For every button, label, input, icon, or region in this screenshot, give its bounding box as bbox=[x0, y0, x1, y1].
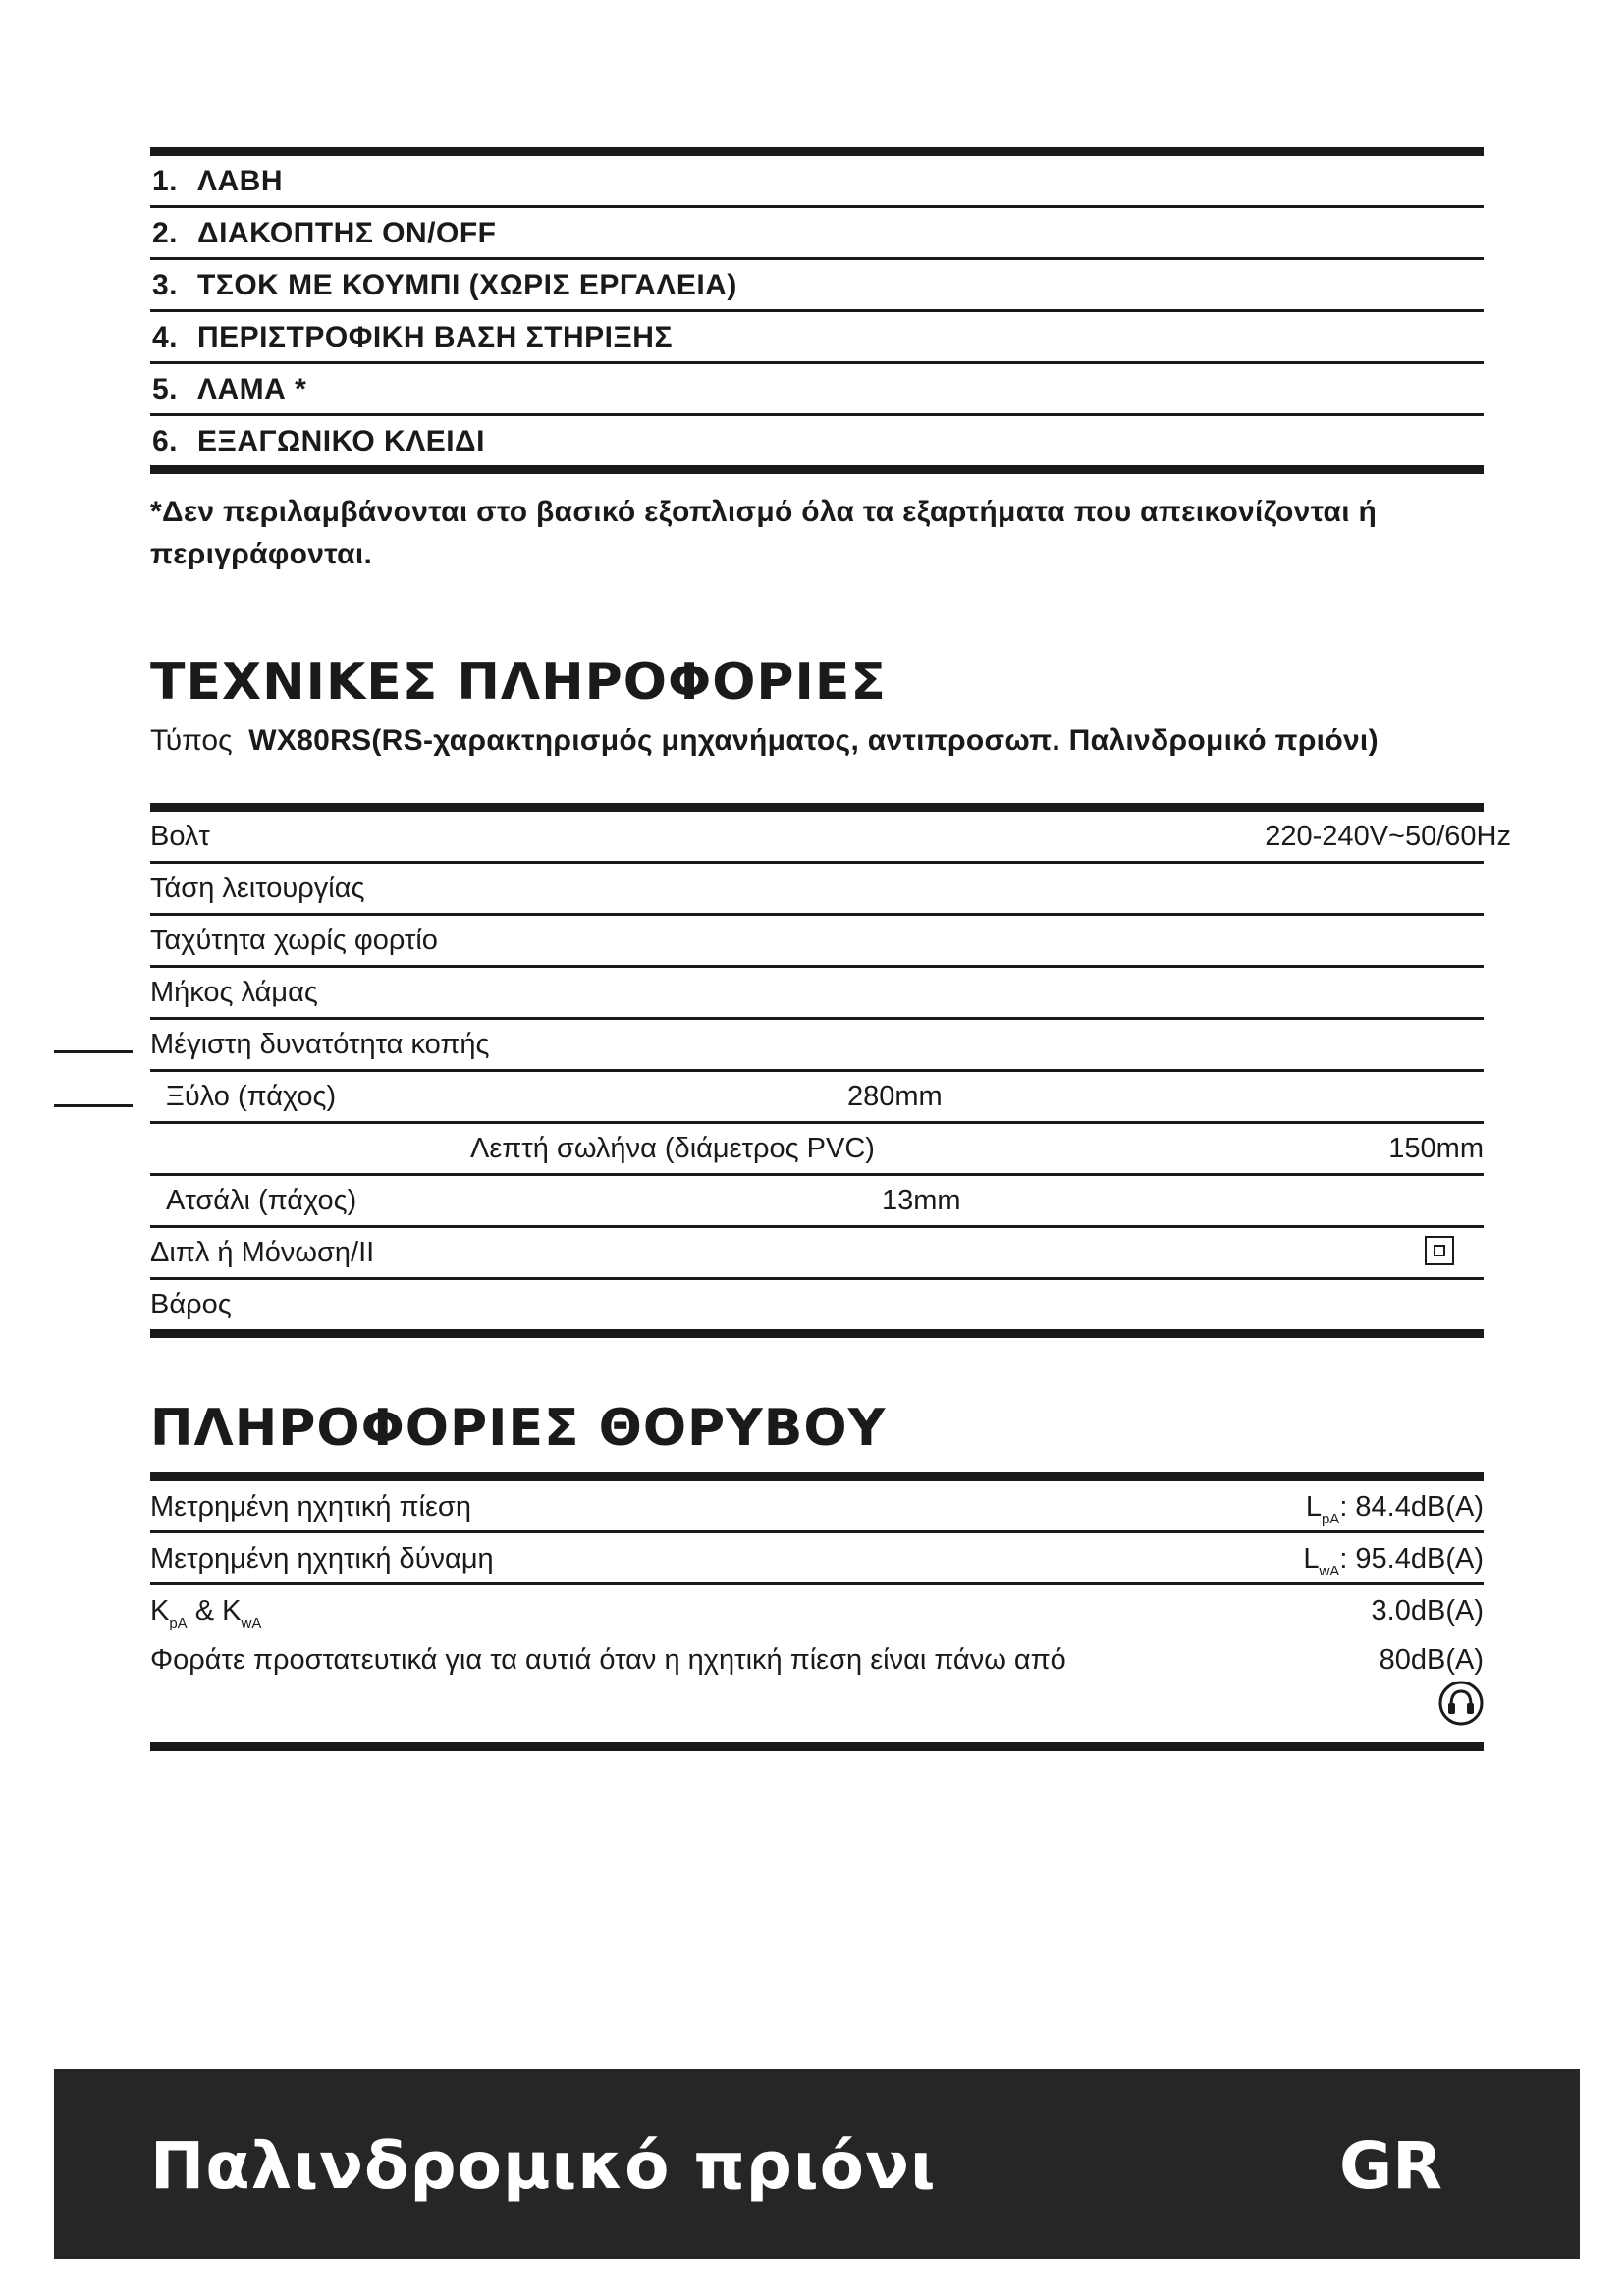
parts-top-rule bbox=[150, 147, 1484, 156]
noise-label: Μετρημένη ηχητική πίεση bbox=[150, 1491, 471, 1522]
noise-value: 80dB(A) bbox=[1379, 1644, 1484, 1676]
ear-protection-icon bbox=[1438, 1681, 1484, 1726]
noise-row-pressure bbox=[150, 1481, 1484, 1530]
spec-row-operating-voltage bbox=[150, 864, 1484, 913]
part-number: 4. bbox=[152, 321, 179, 353]
part-label: ΠΕΡΙΣΤΡΟΦΙΚΗ ΒΑΣΗ ΣΤΗΡΙΞΗΣ bbox=[197, 321, 673, 353]
part-number: 2. bbox=[152, 217, 179, 249]
spec-row-wood bbox=[150, 1072, 1484, 1121]
tech-section-title: ΤΕΧΝΙΚΕΣ ΠΛΗΡΟΦΟΡΙΕΣ bbox=[150, 653, 887, 712]
spec-table bbox=[150, 803, 1511, 1338]
part-number: 1. bbox=[152, 165, 179, 197]
spec-label: Λεπτή σωλήνα (διάμετρος PVC) bbox=[470, 1133, 875, 1164]
spec-label: Τάση λειτουργίας bbox=[150, 873, 365, 904]
spec-value: 280mm bbox=[847, 1081, 943, 1112]
spec-label: Ατσάλι (πάχος) bbox=[166, 1185, 357, 1216]
spec-top-rule bbox=[150, 803, 1484, 812]
spec-label: Ταχύτητα χωρίς φορτίο bbox=[150, 925, 438, 956]
language-code: GR bbox=[1339, 2128, 1442, 2204]
spec-row-blade-length bbox=[150, 968, 1484, 1017]
noise-value: 3.0dB(A) bbox=[1371, 1595, 1484, 1627]
spec-value: 150mm bbox=[1388, 1133, 1484, 1164]
part-label: ΕΞΑΓΩΝΙΚΟ ΚΛΕΙΔΙ bbox=[197, 425, 485, 457]
spec-row-max-cut bbox=[150, 1020, 1484, 1069]
part-item bbox=[150, 156, 1484, 205]
subscript: pA bbox=[169, 1615, 188, 1631]
spec-row-steel bbox=[150, 1176, 1484, 1225]
spec-row-volt bbox=[150, 812, 1511, 861]
part-item bbox=[150, 260, 1484, 309]
spec-value: 13mm bbox=[882, 1185, 961, 1216]
product-title: Παλινδρομικό πριόνι bbox=[150, 2128, 937, 2204]
spec-label: Βάρος bbox=[150, 1289, 232, 1320]
noise-bottom-rule bbox=[150, 1742, 1484, 1751]
symbol: K bbox=[150, 1595, 170, 1627]
spec-row-no-load-speed bbox=[150, 916, 1484, 965]
spec-label: Διπλ ή Μόνωση/II bbox=[150, 1237, 375, 1268]
noise-label: Μετρημένη ηχητική δύναμη bbox=[150, 1543, 494, 1575]
parts-list bbox=[150, 147, 1484, 474]
noise-section-title: ΠΛΗΡΟΦΟΡΙΕΣ ΘΟΡΥΒΟΥ bbox=[150, 1399, 887, 1458]
part-number: 3. bbox=[152, 269, 179, 301]
noise-label: Φοράτε προστατευτικά για τα αυτιά όταν η ηχητική πίεση είναι πάνω από bbox=[150, 1644, 1066, 1676]
subscript: wA bbox=[241, 1615, 262, 1631]
noise-table bbox=[150, 1472, 1484, 1683]
subscript: wA bbox=[1319, 1563, 1340, 1579]
noise-row-protection bbox=[150, 1634, 1484, 1683]
spec-bottom-rule bbox=[150, 1329, 1484, 1338]
part-item bbox=[150, 364, 1484, 413]
type-value: WX80RS(RS-χαρακτηρισμός μηχανήματος, αντιπροσωπ. Παλινδρομικό πριόνι) bbox=[248, 724, 1379, 757]
spec-value: 220-240V~50/60Hz bbox=[1265, 821, 1511, 852]
noise-top-rule bbox=[150, 1472, 1484, 1481]
double-insulation-icon bbox=[1425, 1236, 1454, 1265]
noise-row-uncertainty bbox=[150, 1585, 1484, 1634]
spec-label: Βολτ bbox=[150, 821, 210, 852]
part-label: ΛΑΒΗ bbox=[197, 165, 284, 197]
part-item bbox=[150, 312, 1484, 361]
part-item bbox=[150, 208, 1484, 257]
symbol: & K bbox=[187, 1595, 242, 1627]
symbol: L bbox=[1305, 1491, 1322, 1522]
value: : 84.4dB(A) bbox=[1339, 1491, 1484, 1522]
part-label: ΔΙΑΚΟΠΤΗΣ ON/OFF bbox=[197, 217, 497, 249]
footer-band bbox=[54, 2069, 1580, 2259]
accessories-note: *Δεν περιλαμβάνονται στο βασικό εξοπλισμό όλα τα εξαρτήματα που απεικονίζονται ή περιγράφονται. bbox=[150, 496, 1378, 570]
type-label: Τύπος bbox=[150, 724, 233, 757]
spec-row-insulation bbox=[150, 1228, 1484, 1277]
part-number: 6. bbox=[152, 425, 179, 457]
part-number: 5. bbox=[152, 373, 179, 405]
spec-row-pipe bbox=[150, 1124, 1484, 1173]
subscript: pA bbox=[1321, 1511, 1340, 1527]
noise-row-power bbox=[150, 1533, 1484, 1582]
spec-label: Μέγιστη δυνατότητα κοπής bbox=[150, 1029, 490, 1060]
spec-label: Ξύλο (πάχος) bbox=[166, 1081, 337, 1112]
spec-row-weight bbox=[150, 1280, 1484, 1329]
value: : 95.4dB(A) bbox=[1339, 1543, 1484, 1575]
model-type-line bbox=[150, 721, 1484, 761]
part-label: ΛΑΜΑ * bbox=[197, 373, 307, 405]
parts-bottom-rule bbox=[150, 465, 1484, 474]
part-item bbox=[150, 416, 1484, 465]
margin-mark bbox=[54, 1050, 133, 1053]
symbol: L bbox=[1303, 1543, 1320, 1575]
part-label: ΤΣΟΚ ΜΕ ΚΟΥΜΠΙ (ΧΩΡΙΣ ΕΡΓΑΛΕΙΑ) bbox=[197, 269, 737, 301]
spec-label: Μήκος λάμας bbox=[150, 977, 318, 1008]
margin-mark bbox=[54, 1104, 133, 1107]
